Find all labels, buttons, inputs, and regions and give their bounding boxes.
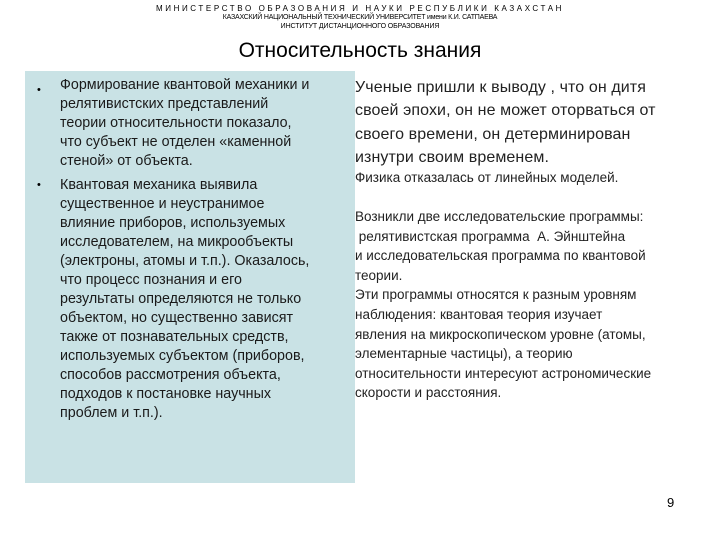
bullet-line: исследователем, на микрообъекты bbox=[60, 234, 294, 250]
programs-line: и исследовательская программа по квантовой bbox=[355, 248, 646, 264]
bullet-line: что субъект не отделен «каменной bbox=[60, 134, 292, 150]
programs-line: явления на микроскопическом уровне (атомы, bbox=[355, 326, 646, 342]
programs-line: теории. bbox=[355, 267, 403, 283]
bullet-line: Формирование квантовой механики и bbox=[60, 77, 310, 93]
conclusion-line: своего времени, он детерминирован bbox=[355, 125, 631, 143]
ministry-header: МИНИСТЕРСТВО ОБРАЗОВАНИЯ И НАУКИ РЕСПУБЛИКИ КАЗАХСТАН bbox=[155, 4, 565, 13]
conclusion-paragraph bbox=[355, 76, 656, 170]
bullet-line: релятивистских представлений bbox=[60, 96, 269, 112]
bullet-marker: • bbox=[37, 179, 41, 191]
programs-line: Возникли две исследовательские программы: bbox=[355, 209, 644, 224]
bullet-line: стеной» от объекта. bbox=[60, 153, 193, 169]
bullet-text-2 bbox=[60, 176, 352, 423]
programs-line: наблюдения: квантовая теория изучает bbox=[355, 306, 603, 322]
conclusion-line: своей эпохи, он не может оторваться от bbox=[355, 102, 656, 120]
programs-paragraph bbox=[355, 207, 651, 403]
bullet-line: что процесс познания и его bbox=[60, 272, 242, 288]
bullet-line: проблем и т.п.). bbox=[60, 405, 163, 421]
bullet-line: существенное и неустранимое bbox=[60, 196, 265, 212]
bullet-line: (электроны, атомы и т.п.). Оказалось, bbox=[60, 253, 310, 269]
bullet-line: теории относительности показало, bbox=[60, 115, 292, 131]
bullet-marker: • bbox=[37, 84, 41, 96]
bullet-line: результаты определяются не только bbox=[60, 291, 302, 307]
university-header: КАЗАХСКИЙ НАЦИОНАЛЬНЫЙ ТЕХНИЧЕСКИЙ УНИВЕРСИТЕТ имени К.И. САТПАЕВА bbox=[222, 14, 498, 21]
slide-title: Относительность знания bbox=[238, 39, 482, 62]
programs-line: относительности интересуют астрономические bbox=[355, 365, 652, 381]
programs-line: релятивистская программа А. Эйнштейна bbox=[355, 228, 626, 244]
programs-line: элементарные частицы), а теорию bbox=[355, 346, 573, 362]
page-number: 9 bbox=[667, 495, 675, 510]
left-text-panel bbox=[25, 71, 355, 483]
conclusion-line: изнутри своим временем. bbox=[355, 149, 549, 167]
physics-statement: Физика отказалась от линейных моделей. bbox=[355, 170, 619, 185]
bullet-text-1 bbox=[60, 76, 352, 171]
bullet-line: используемых субъектом (приборов, bbox=[60, 348, 305, 364]
bullet-line: Квантовая механика выявила bbox=[60, 177, 258, 193]
programs-line: скорости и расстояния. bbox=[355, 385, 502, 401]
institute-header: ИНСТИТУТ ДИСТАНЦИОННОГО ОБРАЗОВАНИЯ bbox=[280, 23, 440, 30]
conclusion-line: Ученые пришли к выводу , что он дитя bbox=[355, 79, 646, 96]
bullet-line: также от познавательных средств, bbox=[60, 329, 289, 345]
bullet-line: влияние приборов, используемых bbox=[60, 215, 286, 231]
bullet-line: объектом, но существенно зависят bbox=[60, 310, 294, 326]
bullet-line: способов рассмотрения объекта, bbox=[60, 367, 281, 383]
bullet-line: подходов к постановке научных bbox=[60, 386, 271, 402]
programs-line: Эти программы относятся к разным уровням bbox=[355, 287, 637, 303]
